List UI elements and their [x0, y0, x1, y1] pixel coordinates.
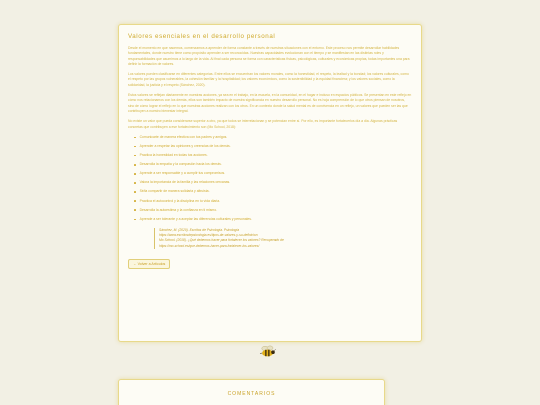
- practices-list: [134, 135, 412, 222]
- practice-item: [134, 144, 412, 149]
- reference-link[interactable]: https://mo-school.es/que-debemos-hacer-para-fortalecer-los-valores/: [159, 243, 260, 248]
- practice-item: [134, 153, 412, 158]
- practice-item: [134, 135, 412, 140]
- bullet-icon: [134, 137, 136, 139]
- practice-item: [134, 217, 412, 222]
- practice-text: Aprende a ser responsable y a cumplir tus compromisos.: [139, 171, 226, 176]
- article-paragraph: Estos valores se reflejan diariamente en nuestras acciones, ya sea en el trabajo, en la escuela, en la comunidad, en el hogar e incluso en espacios públicos. Se presentan en este reflejo en cómo nos relacionamos con los demás, ellos son también impacto de nuestra significancia en nuestro desarrollo personal. No es hoja comprensión de lo que otros piensan de nosotros, sino de cómo lograr el reflejo en lo que nuestras acciones realizan con los otros. En un contexto donde la salud mental es de convivencia en un reflejo, un valores que pueden ser las que contribuyen a nuestro bienestar integral.: [128, 93, 412, 113]
- article-paragraph: Los valores pueden clasificarse en diferentes categorías. Entre ellos se encuentran los valores morales, como la honestidad, el respeto, la lealtad y la bondad; los valores culturales, como el respeto por las grupos vulnerables, la cohesión familiar y la hospitalidad; los valores económicos, como la sostenibilidad y la equidad financiera; y los valores sociales, como la solidaridad, la justicia y el respeto (Sánchez, 2020).: [128, 72, 409, 87]
- bullet-icon: [134, 200, 136, 202]
- practice-item: [134, 199, 412, 204]
- practice-text: Comunicarte de manera efectiva con tus padres y amigos.: [139, 134, 228, 139]
- practice-text: Sé/la compartir de manera solidaria y altruista.: [139, 189, 210, 194]
- bee-icon: [259, 345, 277, 359]
- bullet-icon: [134, 146, 136, 148]
- bullet-icon: [134, 191, 136, 193]
- bullet-icon: [134, 164, 136, 166]
- bullet-icon: [134, 219, 136, 221]
- article-card: [118, 24, 422, 342]
- reference-link[interactable]: https://www.escritosdepsicologia.es/tipos-de-valores-y-su-definicion: [159, 233, 258, 238]
- article-title: Valores esenciales en el desarrollo personal: [128, 33, 276, 40]
- practice-item: [134, 162, 412, 167]
- bullet-icon: [134, 173, 136, 175]
- practice-text: Practica la honestidad en todas tus acciones.: [139, 153, 208, 158]
- practice-text: Desarrolla la empatía y la compasión hacia los demás.: [139, 162, 222, 167]
- practice-item: [134, 208, 412, 213]
- practice-item: [134, 171, 412, 176]
- practice-text: Aprender a respetar las opiniones y creencias de los demás.: [139, 143, 231, 148]
- article-paragraph: No existe un valor que pueda considerarse superior a otro, ya que todos se interrelacionan y se potencian entre sí. Por ello, es importante fortalecerlos día a día. Algunas prácticas concretas que contribuyen a ese fortalecimiento son (Mo School, 2018):: [128, 119, 398, 129]
- reference-citation: Mo School. (2018). ¿Qué debemos hacer para fortalecer los valores? Recuperado de: [159, 238, 284, 243]
- practice-text: Valora la importancia de la familia y las relaciones cercanas.: [139, 180, 231, 185]
- comments-section: [118, 379, 385, 405]
- practice-item: [134, 189, 412, 194]
- comments-title: COMENTARIOS: [227, 391, 276, 397]
- back-to-articles-button[interactable]: ← Volver a Artículos: [128, 259, 170, 269]
- bullet-icon: [134, 155, 136, 157]
- practice-text: Aprende a ser tolerante y a aceptar las diferencias culturales y personales.: [139, 216, 252, 221]
- references-block: [154, 228, 412, 249]
- practice-text: Desarrolla la autoestima y la confianza en ti mismo.: [139, 207, 218, 212]
- bullet-icon: [134, 182, 136, 184]
- bullet-icon: [134, 209, 136, 211]
- reference-citation: Sánchez, M. (2020). Escritos de Psicología. Psicología: [159, 228, 240, 232]
- practice-text: Practica el autocontrol y la disciplina en tu vida diaria.: [139, 198, 221, 203]
- practice-item: [134, 180, 412, 185]
- article-paragraph: Desde el momento en que nacemos, comenzamos a aprender de forma constante a través de nuestras situaciones con el entorno. Este proceso nos permite desarrollar habilidades fundamentales, donde nuestro tiene como propósito aprender a ser reconocidas. Nuestras capacidades evolucionan con el tiempo y se manifiestan en las distintas roles y responsabilidades que asumimos a lo largo de la vida. Al final cada persona se forma con características físicas, psicológicas, culturales y económicas propias, todas importantes una para definir la formación de valores.: [128, 46, 410, 66]
